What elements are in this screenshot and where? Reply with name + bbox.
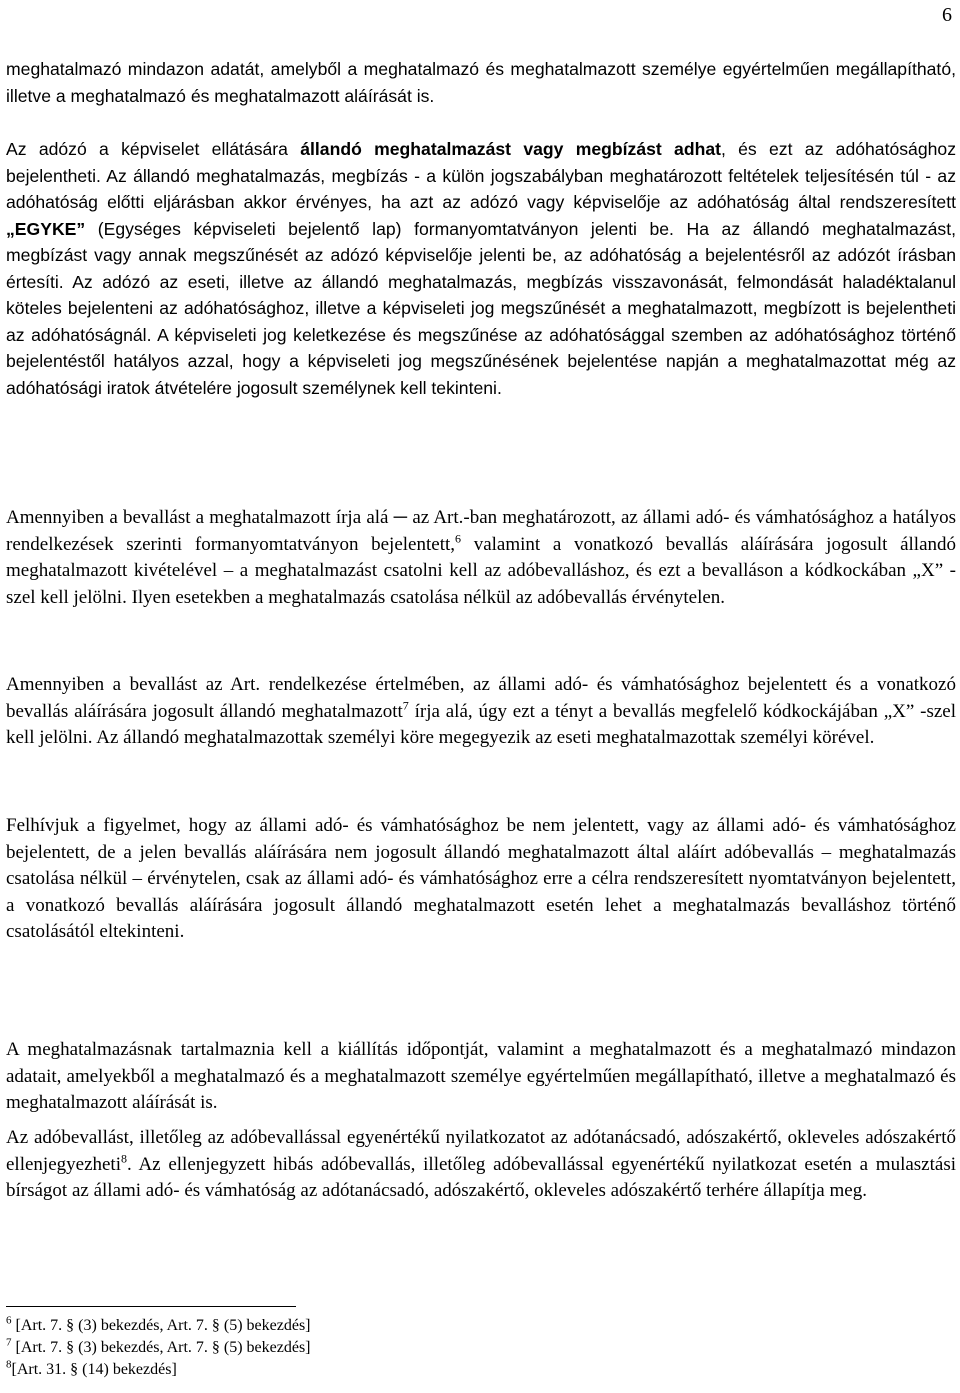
footnote-text: [Art. 7. § (3) bekezdés, Art. 7. § (5) bekezdés] bbox=[11, 1339, 311, 1356]
paragraph-1-text: meghatalmazó mindazon adatát, amelyből a meghatalmazó és meghatalmazott személye egyértelműen megállapítható, illetve a meghatalmazó és meghatalmazott aláírását is. bbox=[6, 59, 956, 106]
paragraph-3-text-a: Amennyiben a bevallást a meghatalmazott írja alá ─ az Art.-ban meghatározott, az állami adó- és vámhatósághoz a hatályos rendelkezések szerinti formanyomtatványon bejelentett, bbox=[6, 507, 956, 555]
footnote-ref-8: 8 bbox=[121, 1151, 127, 1166]
footnote-6 bbox=[6, 1315, 311, 1337]
paragraph-2-bold-phrase: állandó meghatalmazást vagy megbízást adhat bbox=[300, 139, 721, 159]
paragraph-4 bbox=[6, 672, 956, 752]
paragraph-2-text-a: Az adózó a képviselet ellátására bbox=[6, 139, 301, 159]
egyke-form-name: „EGYKE” bbox=[6, 218, 86, 239]
paragraph-7-text-a: Az adóbevallást, illetőleg az adóbevallással egyenértékű nyilatkozatot az adótanácsadó, adószakértő, okleveles adószakértő ellenjegyezheti bbox=[6, 1127, 956, 1175]
paragraph-4-text-a: Amennyiben a bevallást az Art. rendelkezése értelmében, az állami adó- és vámhatósághoz bejelentett és a vonatkozó bevallás aláírására jogosult állandó meghatalmazott bbox=[6, 674, 956, 722]
footnote-number: 8 bbox=[6, 1358, 12, 1371]
paragraph-5-text: Felhívjuk a figyelmet, hogy az állami adó- és vámhatósághoz be nem jelentett, vagy az állami adó- és vámhatósághoz bejelentett, de a jelen bevallás aláírására nem jogosult állandó meghatalmazott által aláírt adóbevallás – meghatalmazás csatolása nélkül – érvénytelen, csak az állami adó- és vámhatósághoz erre a célra rendszeresített nyomtatványon bejelentett, a vonatkozó bevallás aláírására jogosult állandó meghatalmazott esetén lehet a meghatalmazás bevalláshoz történő csatolásától eltekinteni. bbox=[6, 815, 956, 942]
footnote-number: 6 bbox=[6, 1314, 12, 1327]
paragraph-3-text-b: valamint a vonatkozó bevallás aláírására jogosult állandó meghatalmazott kivételével – a meghatalmazást csatolni kell az adóbevalláshoz, és ezt a bevalláson a kódkockában „X” -szel kell jelölni. Ilyen esetekben a meghatalmazás csatolása nélkül az adóbevallás érvénytelen. bbox=[6, 533, 956, 608]
paragraph-2-text-e: (Egységes képviseleti bejelentő lap) formanyomtatványon jelenti be. Ha az állandó meghatalmazást, megbízást vagy annak megszűnését az adózó képviselője jelenti be, az adóhatóság a bejelentésről az adózót írásban értesíti. Az adózó az eseti, illetve az állandó meghatalmazás, megbízás visszavonását, felmondását haladéktalanul köteles bejelenteni az adóhatósághoz, illetve a képviseleti jog megszűnését a meghatalmazott, megbízott is bejelentheti az adóhatóságnál. A képviseleti jog keletkezése és megszűnése az adóhatósággal szemben az adóhatósághoz történő bejelentéstől hatályos azzal, hogy a képviseleti jog megszűnésének bejelentése napján a meghatalmazottat még az adóhatósági iratok átvételére jogosult személynek kell tekinteni. bbox=[6, 218, 956, 398]
footnote-7 bbox=[6, 1337, 311, 1359]
footnote-text: [Art. 7. § (3) bekezdés, Art. 7. § (5) bekezdés] bbox=[11, 1317, 311, 1334]
footnote-separator bbox=[6, 1306, 296, 1307]
paragraph-2-text-c: , és ezt az adóhatósághoz bejelentheti. Az állandó meghatalmazás, megbízás - a külön jogszabályban meghatározott feltételek teljesítésén túl - az adóhatóság előtti eljárásban akkor érvényes, ha azt az adózó vagy képviselője az adóhatóság által rendszeresített bbox=[6, 139, 956, 212]
footnote-number: 7 bbox=[6, 1336, 12, 1349]
paragraph-7 bbox=[6, 1125, 956, 1205]
page-number: 6 bbox=[942, 4, 952, 26]
paragraph-3 bbox=[6, 505, 956, 611]
footnote-ref-6: 6 bbox=[455, 531, 462, 546]
footnote-8 bbox=[6, 1359, 311, 1381]
footnotes bbox=[6, 1315, 311, 1381]
paragraph-6 bbox=[6, 1037, 956, 1117]
paragraph-4-text-b: írja alá, úgy ezt a tényt a bevallás megfelelő kódkockájában „X” -szel kell jelölni. Az állandó meghatalmazottak személyi köre megegyezik az eseti meghatalmazottak személyi körével. bbox=[6, 700, 956, 748]
paragraph-7-text-b: . Az ellenjegyzett hibás adóbevallás, illetőleg adóbevallással egyenértékű nyilatkozat esetén a mulasztási bírságot az állami adó- és vámhatóság az adótanácsadó, adószakértő, okleveles adószakértő terhére állapítja meg. bbox=[6, 1153, 956, 1201]
paragraph-5 bbox=[6, 813, 956, 946]
footnote-text: [Art. 31. § (14) bekezdés] bbox=[11, 1361, 177, 1378]
paragraph-6-text: A meghatalmazásnak tartalmaznia kell a kiállítás időpontját, valamint a meghatalmazott és a meghatalmazó mindazon adatait, amelyekből a meghatalmazó és a meghatalmazott személye egyértelműen megállapítható, illetve a meghatalmazó és meghatalmazott aláírását is. bbox=[6, 1039, 956, 1113]
paragraph-1 bbox=[6, 56, 956, 109]
paragraph-2 bbox=[6, 136, 956, 401]
footnote-ref-7: 7 bbox=[402, 698, 409, 713]
